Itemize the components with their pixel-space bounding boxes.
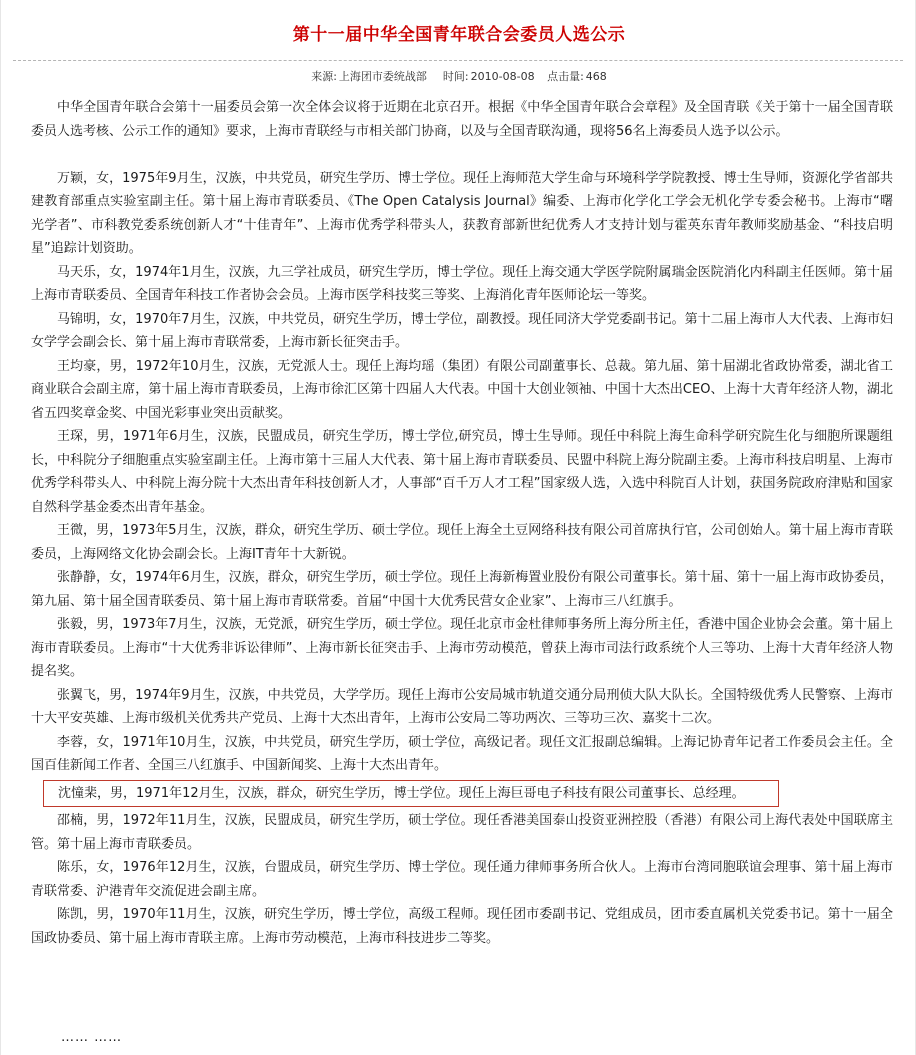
clicks-label: 点击量:: [547, 70, 584, 83]
candidate-entry: 张翼飞，男，1974年9月生，汉族，中共党员，大学学历。现任上海市公安局城市轨道交通分局刑侦大队大队长。全国特级优秀人民警察、上海市十大平安英雄、上海市级机关优秀共产党员、上海十大杰出青年，上海市公安局二等功两次、三等功三次、嘉奖十二次。: [31, 687, 893, 726]
candidate-entry: 邵楠，男，1972年11月生，汉族，民盟成员，研究生学历，硕士学位。现任香港美国泰山投资亚洲控股（香港）有限公司上海代表处中国联席主管。第十届上海市青联委员。: [31, 813, 893, 852]
candidate-entry: 陈乐，女，1976年12月生，汉族，台盟成员，研究生学历、博士学位。现任通力律师事务所合伙人。上海市台湾同胞联谊会理事、第十届上海市青联常委、沪港青年交流促进会副主席。: [31, 860, 893, 899]
candidate-entry: 张毅，男，1973年7月生，汉族，无党派，研究生学历，硕士学位。现任北京市金杜律师事务所上海分所主任，香港中国企业协会会董。第十届上海市青联委员。上海市“十大优秀非诉讼律师”、上海市新长征突击手、上海市劳动模范，曾获上海市司法行政系统个人三等功、上海十大青年经济人物提名奖。: [31, 617, 893, 679]
time-label: 时间:: [442, 70, 469, 83]
article-meta: [1, 68, 916, 84]
source-value: 上海团市委统战部: [338, 70, 427, 83]
candidate-entry: 王均豪，男，1972年10月生，汉族，无党派人士。现任上海均瑶（集团）有限公司副董事长、总裁。第九届、第十届湖北省政协常委，湖北省工商业联合会副主席，第十届上海市青联委员，上海市徐汇区第十四届人大代表。中国十大创业领袖、中国十大杰出CEO、上海十大青年经济人物，湖北省五四奖章金奖、中国光彩事业突出贡献奖。: [31, 358, 893, 421]
article-body: [31, 96, 893, 950]
title-divider: [13, 60, 903, 61]
candidate-entry: 万颖，女，1975年9月生，汉族，中共党员，研究生学历、博士学位。现任上海师范大学生命与环境科学学院教授、博士生导师，资源化学省部共建教育部重点实验室副主任。第十届上海市青联委员、《The Open Catalysis Journal》编委、上海市化学化工学会无机化学专委会秘书。上海市“曙光学者”、市科教党委系统创新人才“十佳青年”、上海市优秀学科带头人，获教育部新世纪优秀人才支持计划与霍英东青年教师奖励基金、“科技启明星”追踪计划资助。: [31, 170, 893, 256]
source-label: 来源:: [311, 70, 337, 83]
candidate-entry: 马锦明，女，1970年7月生，汉族，中共党员，研究生学历，博士学位，副教授。现任同济大学党委副书记。第十二届上海市人大代表、上海市妇女学学会副会长、第十届上海市青联常委，上海市新长征突击手。: [31, 311, 893, 350]
continuation-ellipsis: …… ……: [61, 1030, 123, 1045]
candidate-entry: 王琛，男，1971年6月生，汉族，民盟成员，研究生学历，博士学位,研究员，博士生导师。现任中科院上海生命科学研究院生化与细胞所课题组长，中科院分子细胞重点实验室副主任。上海市第十三届人大代表、第十届上海市青联委员、民盟中科院上海分院副主委。上海市科技启明星、上海市优秀学科带头人、中科院上海分院十大杰出青年科技创新人才，人事部“百千万人才工程”国家级人选，入选中科院百人计划，获国务院政府津贴和国家自然科学基金委杰出青年基金。: [31, 429, 893, 515]
article-title: 第十一届中华全国青年联合会委员人选公示: [292, 25, 626, 45]
highlighted-candidate-entry: 沈憧棐，男，1971年12月生，汉族，群众，研究生学历，博士学位。现任上海巨哥电子科技有限公司董事长、总经理。: [45, 782, 777, 806]
time-value: 2010-08-08: [470, 70, 535, 83]
candidate-entry: 李蓉，女，1971年10月生，汉族，中共党员，研究生学历，硕士学位，高级记者。现任文汇报副总编辑。上海记协青年记者工作委员会主任。全国百佳新闻工作者、全国三八红旗手、中国新闻奖、上海十大杰出青年。: [31, 734, 893, 773]
candidate-entry: 马天乐，女，1974年1月生，汉族，九三学社成员，研究生学历，博士学位。现任上海交通大学医学院附属瑞金医院消化内科副主任医师。第十届上海市青联委员、全国青年科技工作者协会会员。上海市医学科技奖三等奖、上海消化青年医师论坛一等奖。: [31, 264, 893, 303]
clicks-value: 468: [585, 70, 607, 83]
candidate-entry: 张静静，女，1974年6月生，汉族，群众，研究生学历，硕士学位。现任上海新梅置业股份有限公司董事长。第十届、第十一届上海市政协委员，第九届、第十届全国青联委员、第十届上海市青联常委。首届“中国十大优秀民营女企业家”、上海市三八红旗手。: [31, 570, 893, 609]
candidate-entry: 王微，男，1973年5月生，汉族，群众，研究生学历、硕士学位。现任上海全土豆网络科技有限公司首席执行官，公司创始人。第十届上海市青联委员，上海网络文化协会副会长。上海IT青年十大新锐。: [31, 523, 893, 562]
candidate-entry: 陈凯，男，1970年11月生，汉族，研究生学历，博士学位，高级工程师。现任团市委副书记、党组成员，团市委直属机关党委书记。第十一届全国政协委员、第十届上海市青联主席。上海市劳动模范，上海市科技进步二等奖。: [31, 907, 893, 946]
intro-paragraph: 中华全国青年联合会第十一届委员会第一次全体会议将于近期在北京召开。根据《中华全国青年联合会章程》及全国青联《关于第十一届全国青联委员人选考核、公示工作的通知》要求，上海市青联经与市相关部门协商，以及与全国青联沟通，现将56名上海委员人选予以公示。: [31, 100, 893, 139]
